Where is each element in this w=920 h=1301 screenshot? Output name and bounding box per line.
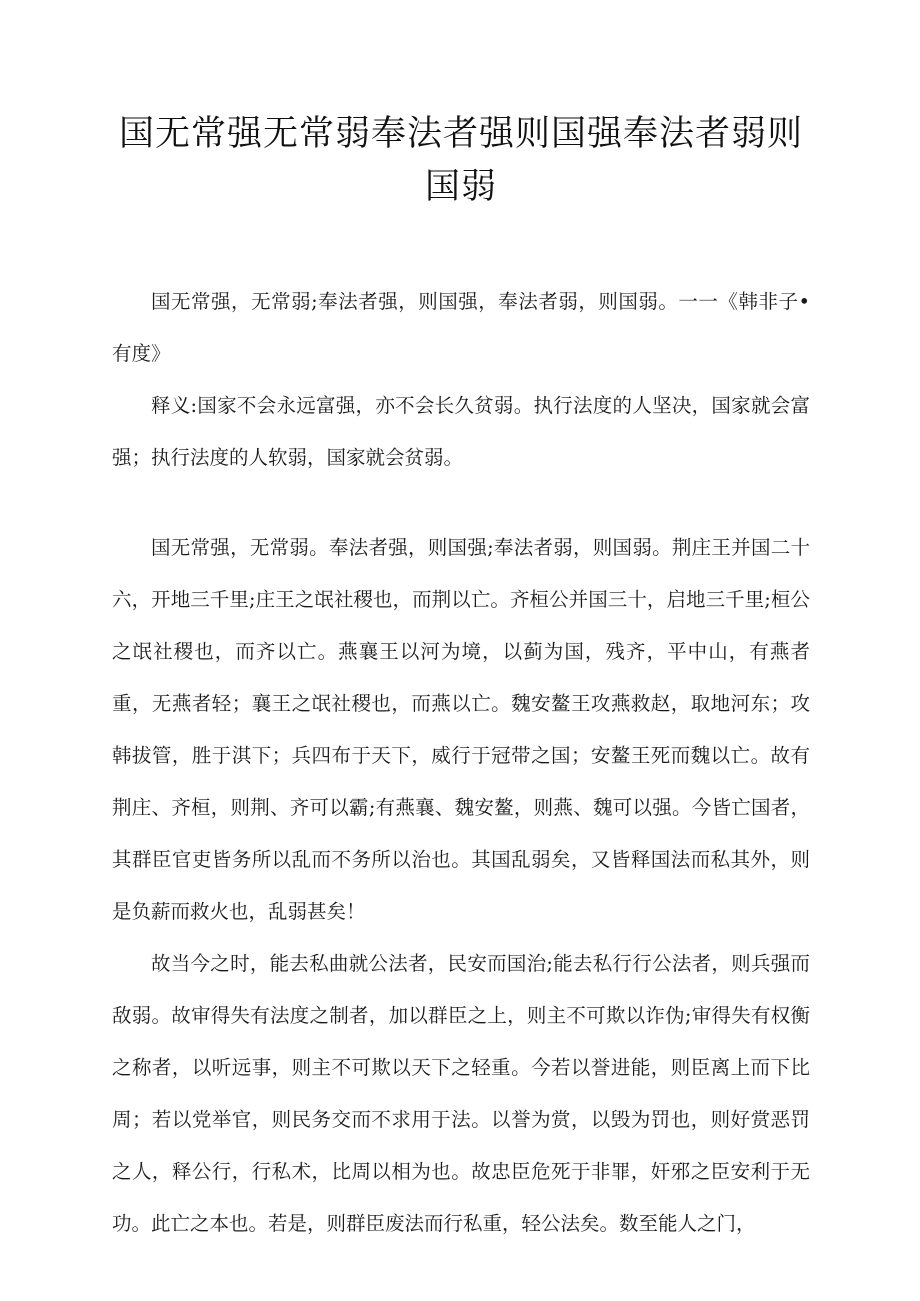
- document-title: 国无常强无常弱奉法者强则国强奉法者弱则国弱: [118, 114, 803, 207]
- paragraph-spacer: [112, 484, 810, 522]
- paragraph-quote: 国无常强，无常弱;奉法者强，则国强，奉法者弱，则国弱。一一《韩非子•有度》: [112, 290, 810, 365]
- paragraph-body-2: 故当今之时，能去私曲就公法者，民安而国治;能去私行行公法者，则兵强而敌弱。故审得失有法度之制者，加以群臣之上，则主不可欺以诈伪;审得失有权衡之称者，以听远事，则主不可欺以天下之轻重。今若以誉进能，则臣离上而下比周；若以党举官，则民务交而不求用于法。以誉为赏，以毁为罚也，则好赏恶罚之人，释公行，行私术，比周以相为也。故忠臣危死于非罪，奸邪之臣安利于无功。此亡之本也。若是，则群臣废法而行私重，轻公法矣。数至能人之门，: [112, 952, 810, 1235]
- paragraph-explanation: 释义:国家不会永远富强，亦不会长久贫弱。执行法度的人坚决，国家就会富强；执行法度的人软弱，国家就会贫弱。: [112, 394, 810, 469]
- paragraph-body-1: 国无常强，无常弱。奉法者强，则国强;奉法者弱，则国弱。荆庄王并国二十六，开地三千里;庄王之氓社稷也，而荆以亡。齐桓公并国三十，启地三千里;桓公之氓社稷也，而齐以亡。燕襄王以河为境，以蓟为国，残齐，平中山，有燕者重，无燕者轻；襄王之氓社稷也，而燕以亡。魏安鳌王攻燕救赵，取地河东；攻韩拔管，胜于淇下；兵四布于天下，威行于冠带之国；安鳌王死而魏以亡。故有荆庄、齐桓，则荆、齐可以霸;有燕襄、魏安鳌，则燕、魏可以强。今皆亡国者，其群臣官吏皆务所以乱而不务所以治也。其国乱弱矣，又皆释国法而私其外，则是负薪而救火也，乱弱甚矣！: [112, 536, 810, 923]
